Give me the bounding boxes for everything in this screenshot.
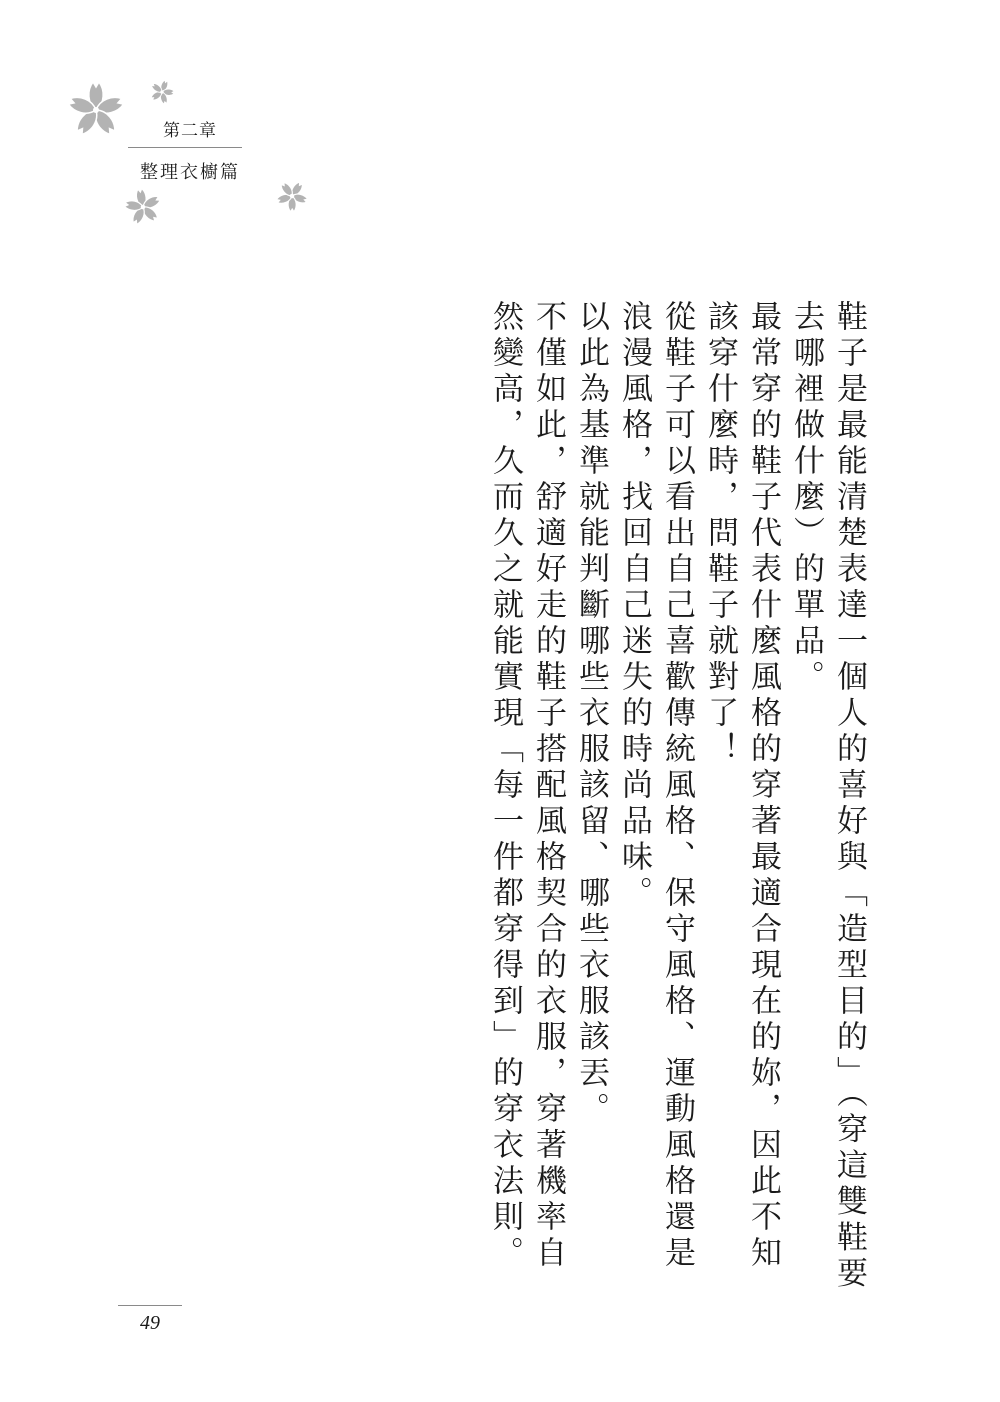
paragraph: 從鞋子可以看出自己喜歡傳統風格、保守風格、運動風格還是浪漫風格，找回自己迷失的時尚品味。 [616, 300, 695, 1272]
paragraph: 鞋子是最能清楚表達一個人的喜好與「造型目的」（穿這雙鞋要去哪裡做什麼）的單品。 [788, 300, 867, 1293]
sakura-flower-icon [274, 178, 310, 214]
folio-divider [118, 1305, 182, 1306]
chapter-divider [128, 147, 242, 148]
sakura-flower-icon [148, 78, 176, 106]
sakura-flower-icon [122, 186, 164, 228]
sakura-flower-icon [64, 78, 128, 142]
paragraph: 最常穿的鞋子代表什麼風格的穿著最適合現在的妳，因此不知該穿什麼時，問鞋子就對了！ [702, 300, 781, 1272]
paragraph: 不僅如此，舒適好走的鞋子搭配風格契合的衣服，穿著機率自然變高，久而久之就能實現「每一件都穿得到」的穿衣法則。 [487, 300, 566, 1272]
chapter-label: 第二章 [163, 121, 217, 141]
paragraph: 以此為基準就能判斷哪些衣服該留、哪些衣服該丟。 [573, 300, 609, 1128]
body-text [470, 300, 870, 1300]
chapter-title: 整理衣櫥篇 [140, 162, 240, 183]
page-number: 49 [140, 1312, 160, 1334]
